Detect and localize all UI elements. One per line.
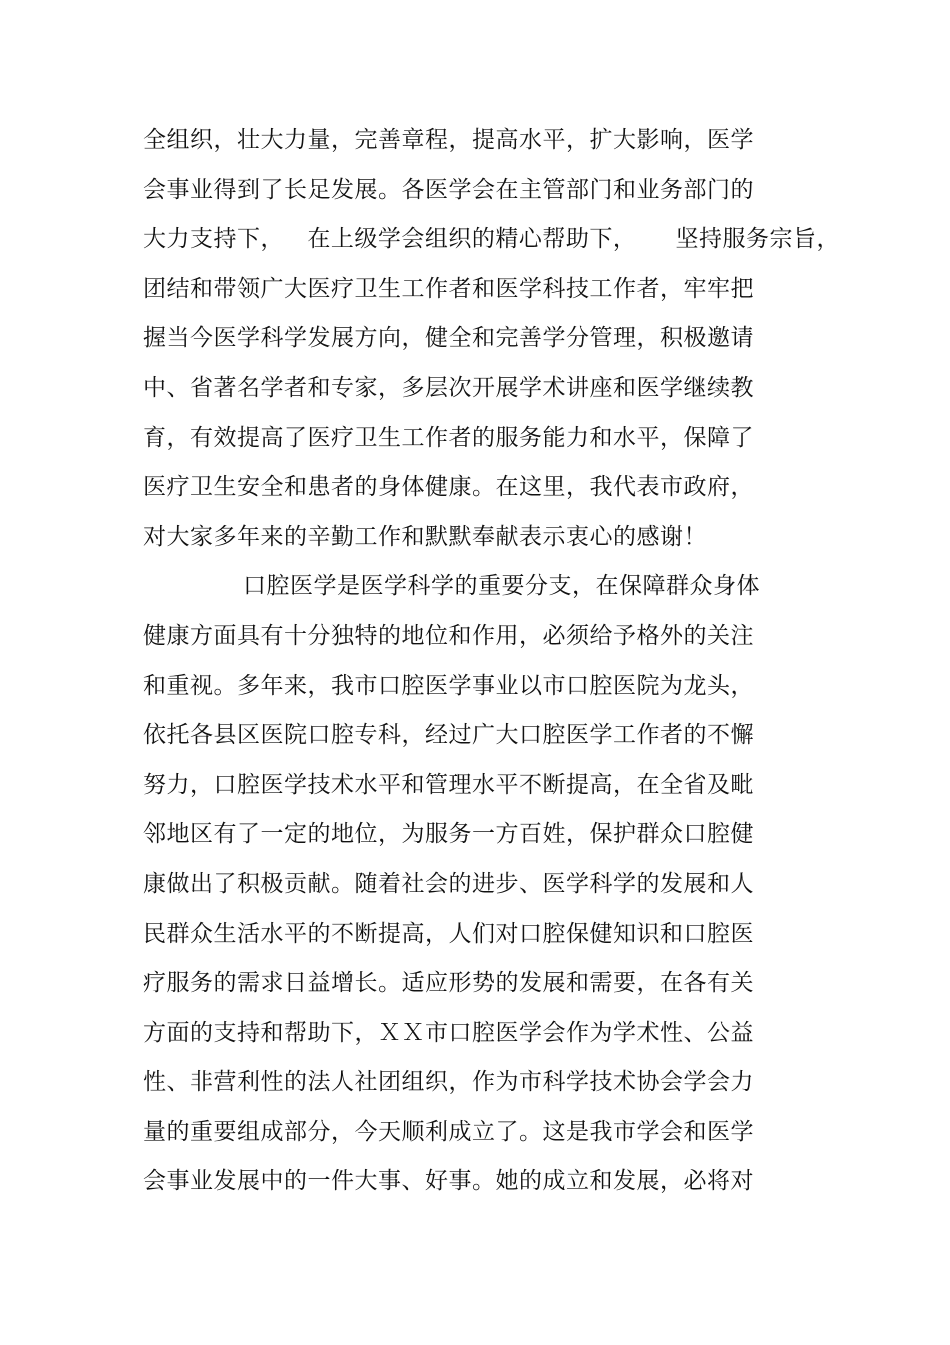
text-line: 健康方面具有十分独特的地位和作用，必须给予格外的关注 (143, 622, 754, 649)
text-line: 全组织，壮大力量，完善章程，提高水平，扩大影响，医学 (143, 127, 754, 153)
text-line: 会事业得到了长足发展。各医学会在主管部门和业务部门的 (143, 176, 754, 203)
text-line: 康做出了积极贡献。随着社会的进步、医学科学的发展和人 (143, 870, 754, 897)
text-line: 大力支持下， 在上级学会组织的精心帮助下， 坚持服务宗旨， (143, 226, 840, 253)
text-line: 努力，口腔医学技术水平和管理水平不断提高，在全省及毗 (143, 771, 754, 798)
text-line: 育，有效提高了医疗卫生工作者的服务能力和水平，保障了 (143, 424, 754, 451)
text-line: 依托各县区医院口腔专科，经过广大口腔医学工作者的不懈 (143, 722, 754, 749)
text-line: 医疗卫生安全和患者的身体健康。在这里，我代表市政府， (143, 474, 754, 501)
text-line: 对大家多年来的辛勤工作和默默奉献表示衷心的感谢！ (143, 523, 707, 550)
text-line: 中、省著名学者和专家，多层次开展学术讲座和医学继续教 (143, 374, 754, 401)
text-line: 会事业发展中的一件大事、好事。她的成立和发展，必将对 (143, 1168, 754, 1195)
text-line: 民群众生活水平的不断提高，人们对口腔保健知识和口腔医 (143, 920, 754, 947)
text-line: 疗服务的需求日益增长。适应形势的发展和需要，在各有关 (143, 970, 754, 997)
body-text (143, 120, 840, 1211)
text-line: 性、非营利性的法人社团组织，作为市科学技术协会学会力 (143, 1069, 754, 1096)
paragraph-start-line: 口腔医学是医学科学的重要分支，在保障群众身体 (243, 573, 760, 600)
text-line: 握当今医学科学发展方向，健全和完善学分管理，积极邀请 (143, 325, 754, 352)
text-line: 方面的支持和帮助下，ＸＸ市口腔医学会作为学术性、公益 (143, 1019, 754, 1046)
text-line: 和重视。多年来，我市口腔医学事业以市口腔医院为龙头， (143, 672, 754, 699)
text-line: 团结和带领广大医疗卫生工作者和医学科技工作者，牢牢把 (143, 275, 754, 302)
text-line: 邻地区有了一定的地位，为服务一方百姓，保护群众口腔健 (143, 821, 754, 848)
text-line: 量的重要组成部分，今天顺利成立了。这是我市学会和医学 (143, 1118, 754, 1145)
